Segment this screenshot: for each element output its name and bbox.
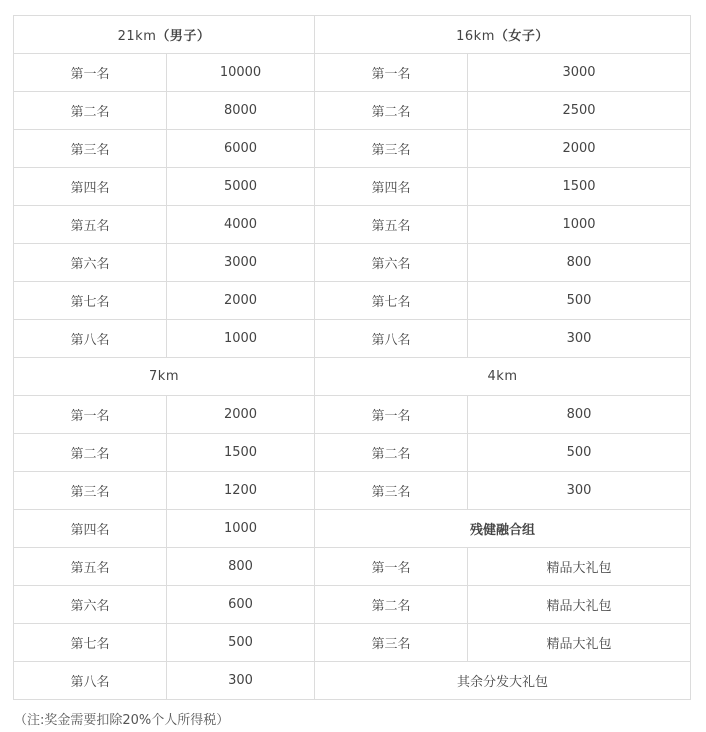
prize-cell: 精品大礼包 <box>468 586 691 624</box>
women-16km-header-gender: （女子） <box>494 29 549 44</box>
rank-cell: 第六名 <box>315 244 468 282</box>
rank-cell: 第六名 <box>14 244 167 282</box>
prize-cell: 2000 <box>167 282 315 320</box>
rank-cell: 第八名 <box>14 320 167 358</box>
table-row <box>14 92 691 130</box>
prize-table <box>13 15 691 700</box>
rank-cell: 第五名 <box>14 548 167 586</box>
prize-cell: 500 <box>468 282 691 320</box>
prize-cell: 1200 <box>167 472 315 510</box>
prize-cell: 1000 <box>468 206 691 244</box>
table-row <box>14 244 691 282</box>
rank-cell: 第一名 <box>315 54 468 92</box>
women-16km-header <box>315 16 691 54</box>
prize-cell: 精品大礼包 <box>468 624 691 662</box>
rank-cell: 第三名 <box>14 130 167 168</box>
rank-cell: 第八名 <box>14 662 167 700</box>
table-row <box>14 358 691 396</box>
rank-cell: 第三名 <box>315 624 468 662</box>
prize-cell: 8000 <box>167 92 315 130</box>
prize-cell: 300 <box>167 662 315 700</box>
table-row <box>14 624 691 662</box>
table-row <box>14 434 691 472</box>
rank-cell: 第一名 <box>14 54 167 92</box>
women-16km-header-distance: 16km <box>456 29 495 44</box>
prize-cell: 4000 <box>167 206 315 244</box>
rank-cell: 第一名 <box>315 548 468 586</box>
prize-cell: 3000 <box>167 244 315 282</box>
rank-cell: 第七名 <box>14 624 167 662</box>
rank-cell: 第六名 <box>14 586 167 624</box>
rank-cell: 第二名 <box>315 92 468 130</box>
prize-cell: 500 <box>468 434 691 472</box>
inclusive-group-header: 残健融合组 <box>315 510 691 548</box>
prize-cell: 1500 <box>468 168 691 206</box>
rank-cell: 第一名 <box>315 396 468 434</box>
rank-cell: 第一名 <box>14 396 167 434</box>
table-row <box>14 472 691 510</box>
men-21km-header-distance: 21km <box>117 29 157 44</box>
prize-cell: 2500 <box>468 92 691 130</box>
prize-cell: 1000 <box>167 320 315 358</box>
prize-cell: 2000 <box>167 396 315 434</box>
prize-cell: 精品大礼包 <box>468 548 691 586</box>
rank-cell: 第四名 <box>315 168 468 206</box>
prize-cell: 6000 <box>167 130 315 168</box>
rank-cell: 第二名 <box>14 92 167 130</box>
rank-cell: 第四名 <box>14 168 167 206</box>
inclusive-others-cell: 其余分发大礼包 <box>315 662 691 700</box>
prize-cell: 800 <box>468 396 691 434</box>
table-row <box>14 16 691 54</box>
prize-cell: 800 <box>167 548 315 586</box>
prize-cell: 800 <box>468 244 691 282</box>
prize-cell: 500 <box>167 624 315 662</box>
tax-note: （注:奖金需要扣除20%个人所得税） <box>14 713 230 728</box>
prize-cell: 3000 <box>468 54 691 92</box>
prize-cell: 600 <box>167 586 315 624</box>
rank-cell: 第七名 <box>14 282 167 320</box>
rank-cell: 第五名 <box>315 206 468 244</box>
prize-cell: 10000 <box>167 54 315 92</box>
table-row <box>14 510 691 548</box>
rank-cell: 第八名 <box>315 320 468 358</box>
table-row <box>14 662 691 700</box>
km4-header: 4km <box>315 358 691 396</box>
prize-cell: 2000 <box>468 130 691 168</box>
rank-cell: 第三名 <box>315 472 468 510</box>
prize-cell: 1500 <box>167 434 315 472</box>
table-row <box>14 130 691 168</box>
rank-cell: 第三名 <box>315 130 468 168</box>
table-row <box>14 54 691 92</box>
men-21km-header <box>14 16 315 54</box>
men-21km-header-gender: （男子） <box>156 29 211 44</box>
prize-cell: 300 <box>468 320 691 358</box>
table-row <box>14 282 691 320</box>
rank-cell: 第二名 <box>315 586 468 624</box>
table-row <box>14 586 691 624</box>
rank-cell: 第七名 <box>315 282 468 320</box>
prize-cell: 300 <box>468 472 691 510</box>
table-row <box>14 168 691 206</box>
table-row <box>14 320 691 358</box>
rank-cell: 第二名 <box>315 434 468 472</box>
rank-cell: 第三名 <box>14 472 167 510</box>
km7-header: 7km <box>14 358 315 396</box>
rank-cell: 第二名 <box>14 434 167 472</box>
prize-cell: 5000 <box>167 168 315 206</box>
prize-cell: 1000 <box>167 510 315 548</box>
table-row <box>14 396 691 434</box>
table-row <box>14 206 691 244</box>
rank-cell: 第四名 <box>14 510 167 548</box>
rank-cell: 第五名 <box>14 206 167 244</box>
table-row <box>14 548 691 586</box>
